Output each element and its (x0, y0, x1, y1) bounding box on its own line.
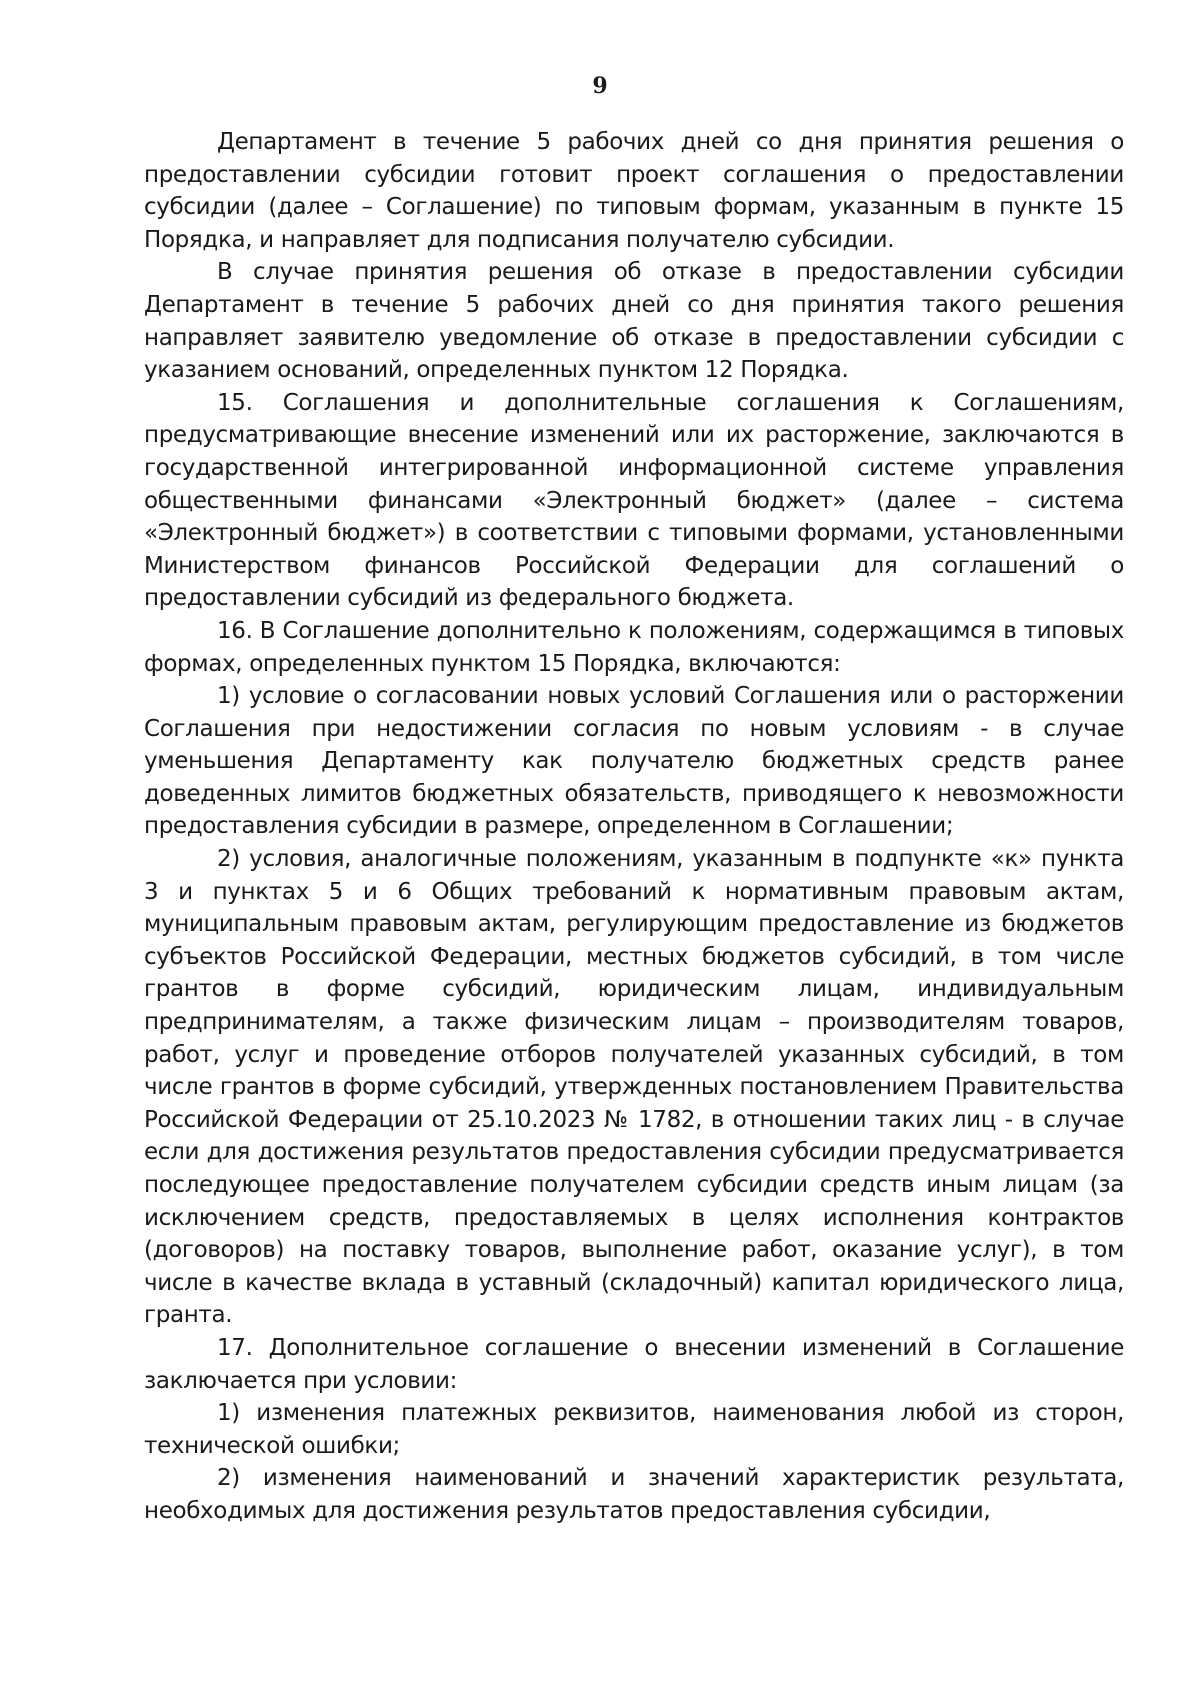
paragraph-item-16-sub-2: 2) условия, аналогичные положениям, указанным в подпункте «к» пункта 3 и пунктах 5 и 6 Общих требований к нормативным правовым актам, муниципальным правовым актам, регулирующим предоставление из бюджетов субъектов Российской Федерации, местных бюджетов субсидий, в том числе грантов в форме субсидий, юридическим лицам, индивидуальным предпринимателям, а также физическим лицам – производителям товаров, работ, услуг и проведение отборов получателей указанных субсидий, в том числе грантов в форме субсидий, утвержденных постановлением Правительства Российской Федерации от 25.10.2023 № 1782, в отношении таких лиц - в случае если для достижения результатов предоставления субсидии предусматривается последующее предоставление получателем субсидии средств иным лицам (за исключением средств, предоставляемых в целях исполнения контрактов (договоров) на поставку товаров, выполнение работ, оказание услуг), в том числе в качестве вклада в уставный (складочный) капитал юридического лица, гранта. (144, 846, 1124, 1329)
page-number: 9 (592, 73, 608, 99)
document-body (144, 126, 1124, 1528)
paragraph-agreement-preparation: Департамент в течение 5 рабочих дней со дня принятия решения о предоставлении субсидии готовит проект соглашения о предоставлении субсидии (далее – Соглашение) по типовым формам, указанным в пункте 15 Порядка, и направляет для подписания получателю субсидии. (144, 129, 1124, 253)
paragraph-refusal-notice: В случае принятия решения об отказе в предоставлении субсидии Департамент в течение 5 рабочих дней со дня принятия такого решения направляет заявителю уведомление об отказе в предоставлении субсидии с указанием оснований, определенных пунктом 12 Порядка. (144, 259, 1124, 384)
paragraph-item-17-sub-2: 2) изменения наименований и значений характеристик результата, необходимых для достижения результатов предоставления субсидии, (144, 1465, 1124, 1524)
paragraph-item-16-sub-1: 1) условие о согласовании новых условий Соглашения или о расторжении Соглашения при недостижении согласия по новым условиям - в случае уменьшения Департаменту как получателю бюджетных средств ранее доведенных лимитов бюджетных обязательств, приводящего к невозможности предоставления субсидии в размере, определенном в Соглашении; (144, 683, 1124, 840)
paragraph-item-16: 16. В Соглашение дополнительно к положениям, содержащимся в типовых формах, определенных пунктом 15 Порядка, включаются: (144, 617, 1124, 677)
paragraph-item-17: 17. Дополнительное соглашение о внесении изменений в Соглашение заключается при условии: (144, 1334, 1124, 1394)
paragraph-item-15: 15. Соглашения и дополнительные соглашения к Соглашениям, предусматривающие внесение изменений или их расторжение, заключаются в государственной интегрированной информационной системе управления общественными финансами «Электронный бюджет» (далее – система «Электронный бюджет») в соответствии с типовыми формами, установленными Министерством финансов Российской Федерации для соглашений о предоставлении субсидий из федерального бюджета. (144, 389, 1124, 612)
paragraph-item-17-sub-1: 1) изменения платежных реквизитов, наименования любой из сторон, технической ошибки; (144, 1400, 1124, 1459)
